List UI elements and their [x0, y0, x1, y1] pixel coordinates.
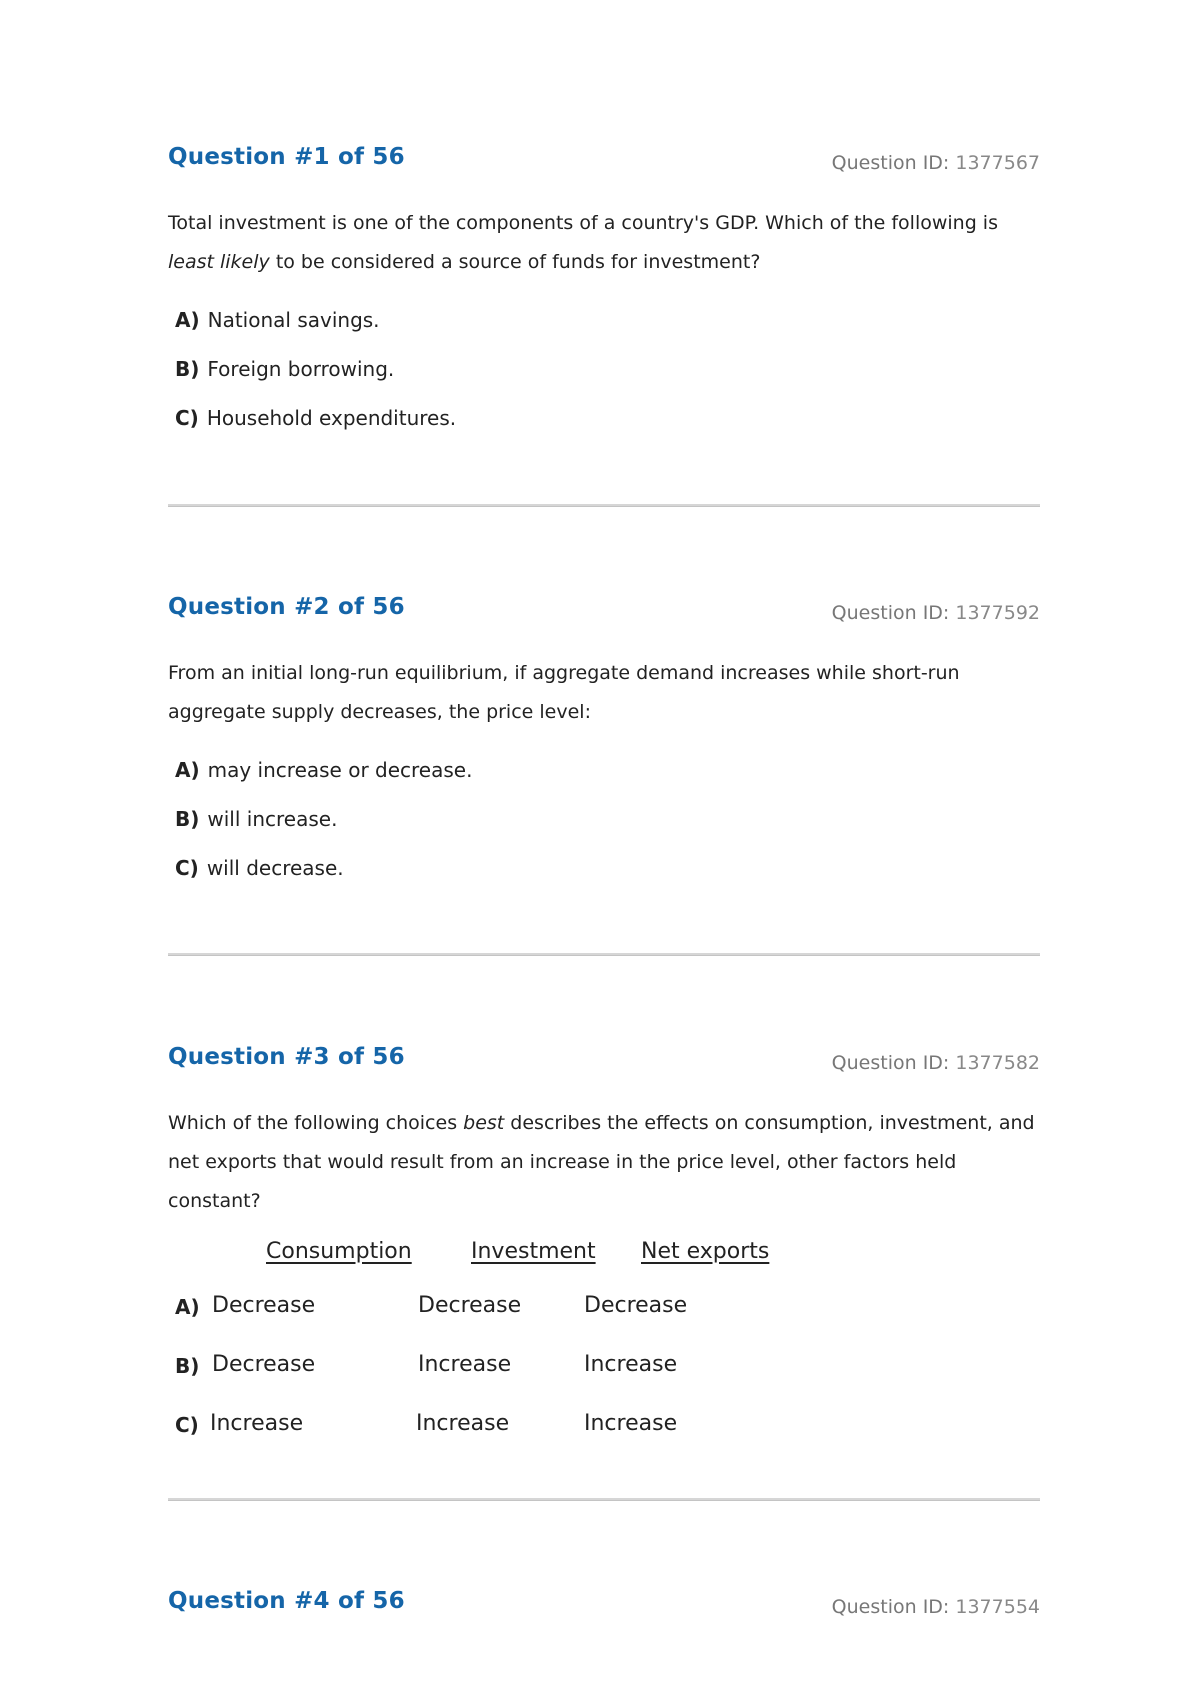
question-1 [168, 144, 1040, 443]
option-letter: A) [175, 1295, 200, 1319]
column-header-investment: Investment [471, 1239, 596, 1264]
answer-option-c[interactable] [168, 1397, 1040, 1456]
answer-option-c[interactable] [168, 394, 1040, 443]
option-cell: Increase [584, 1352, 678, 1377]
option-letter: C) [175, 856, 199, 880]
option-cell: Increase [584, 1411, 678, 1436]
question-id [832, 1596, 1040, 1618]
question-header [168, 144, 1040, 184]
question-stem [168, 1104, 1040, 1221]
question-id-value: 1377567 [955, 152, 1040, 174]
question-divider [168, 953, 1040, 956]
answer-option-b[interactable] [168, 345, 1040, 394]
question-2 [168, 594, 1040, 893]
option-letter: B) [175, 1354, 200, 1378]
option-text: Household expenditures. [206, 406, 457, 430]
answer-option-a[interactable] [168, 296, 1040, 345]
column-header-net-exports: Net exports [641, 1239, 770, 1264]
stem-emphasis: least likely [168, 251, 270, 273]
option-cell: Decrease [212, 1352, 316, 1377]
question-title: Question #2 of 56 [168, 594, 405, 620]
option-letter: A) [175, 758, 200, 782]
option-cell: Increase [416, 1411, 510, 1436]
question-id-label: Question ID: [831, 1596, 950, 1618]
question-header [168, 594, 1040, 634]
answer-option-a[interactable] [168, 746, 1040, 795]
option-letter: C) [175, 1413, 199, 1437]
stem-text: describes the effects on consumption, investment, and net exports that would result from an increase in the price level, other factors held constant? [168, 1112, 1035, 1212]
question-title: Question #3 of 56 [168, 1044, 405, 1070]
question-stem [168, 204, 1040, 282]
answer-option-a[interactable] [168, 1279, 1040, 1338]
option-text: Foreign borrowing. [207, 357, 395, 381]
question-id-value: 1377554 [955, 1596, 1040, 1618]
question-divider [168, 504, 1040, 507]
question-id-label: Question ID: [831, 152, 950, 174]
answer-option-b[interactable] [168, 1338, 1040, 1397]
question-id [832, 1052, 1040, 1074]
question-4 [168, 1588, 1040, 1628]
question-header [168, 1588, 1040, 1628]
question-divider [168, 1498, 1040, 1501]
question-title: Question #1 of 56 [168, 144, 405, 170]
option-cell: Decrease [212, 1293, 316, 1318]
option-cell: Increase [210, 1411, 304, 1436]
question-id [832, 152, 1040, 174]
stem-emphasis: best [463, 1112, 505, 1134]
question-id-label: Question ID: [831, 602, 950, 624]
option-cell: Decrease [584, 1293, 688, 1318]
question-stem: From an initial long-run equilibrium, if aggregate demand increases while short-run aggregate supply decreases, the price level: [168, 662, 960, 723]
answer-options [168, 296, 1040, 443]
stem-text: Which of the following choices [168, 1112, 464, 1134]
option-letter: B) [175, 357, 200, 381]
option-letter: A) [175, 308, 200, 332]
answer-options [168, 746, 1040, 893]
column-header-consumption: Consumption [266, 1239, 412, 1264]
option-cell: Decrease [418, 1293, 522, 1318]
option-cell: Increase [418, 1352, 512, 1377]
option-text: National savings. [207, 308, 380, 332]
option-text: will increase. [207, 807, 338, 831]
stem-text: to be considered a source of funds for investment? [269, 251, 761, 273]
option-letter: C) [175, 406, 199, 430]
question-3 [168, 1044, 1040, 1456]
answer-option-b[interactable] [168, 795, 1040, 844]
stem-text: Total investment is one of the components of a country's GDP. Which of the following is [168, 212, 998, 234]
answer-option-c[interactable] [168, 844, 1040, 893]
question-header [168, 1044, 1040, 1084]
question-id [832, 602, 1040, 624]
question-id-value: 1377582 [955, 1052, 1040, 1074]
option-letter: B) [175, 807, 200, 831]
question-id-value: 1377592 [955, 602, 1040, 624]
option-text: will decrease. [206, 856, 344, 880]
option-text: may increase or decrease. [207, 758, 473, 782]
question-title: Question #4 of 56 [168, 1588, 405, 1614]
answer-table-header [168, 1239, 1040, 1279]
question-id-label: Question ID: [831, 1052, 950, 1074]
